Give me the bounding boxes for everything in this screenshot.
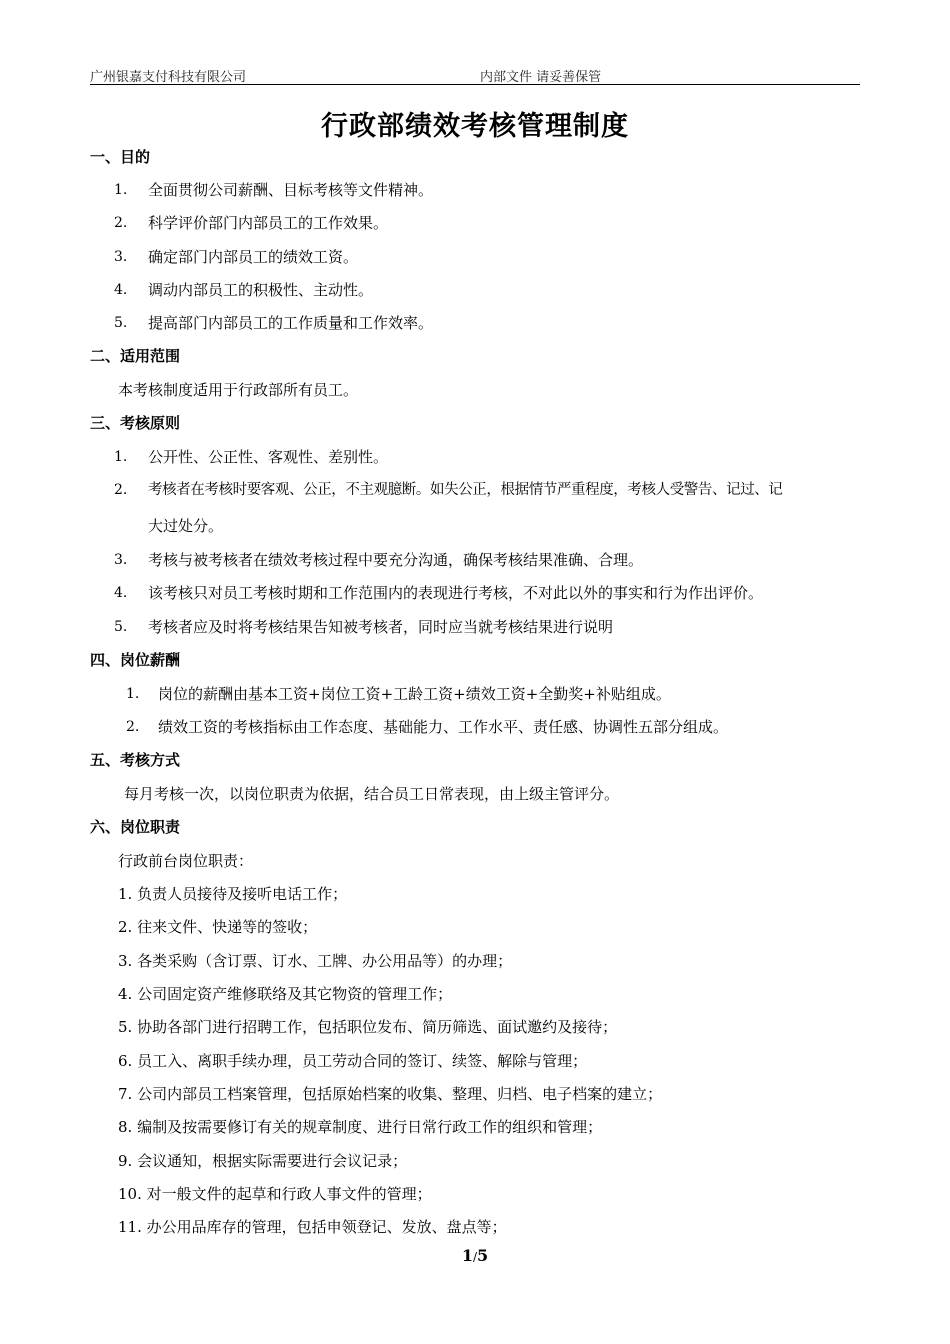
list-item: 确定部门内部员工的绩效工资。 bbox=[148, 248, 359, 266]
section-heading: 六、岗位职责 bbox=[90, 818, 181, 836]
list-item: 11. 办公用品库存的管理，包括申领登记、发放、盘点等； bbox=[118, 1218, 507, 1236]
list-item: 9. 会议通知，根据实际需要进行会议记录； bbox=[118, 1152, 408, 1170]
item-number: 1. bbox=[114, 182, 128, 198]
list-item: 考核者在考核时要客观、公正，不主观臆断。如失公正，根据情节严重程度，考核人受警告、记过、记 bbox=[148, 482, 783, 498]
list-item: 10. 对一般文件的起草和行政人事文件的管理； bbox=[118, 1185, 432, 1203]
section-heading: 四、岗位薪酬 bbox=[90, 651, 181, 669]
item-number: 3. bbox=[114, 249, 128, 265]
list-item: 考核与被考核者在绩效考核过程中要充分沟通，确保考核结果准确、合理。 bbox=[148, 551, 644, 569]
list-item: 2. 往来文件、快递等的签收； bbox=[118, 918, 318, 936]
list-item: 公开性、公正性、客观性、差别性。 bbox=[148, 448, 389, 466]
list-item: 4. 公司固定资产维修联络及其它物资的管理工作； bbox=[118, 985, 453, 1003]
list-item: 提高部门内部员工的工作质量和工作效率。 bbox=[148, 314, 434, 332]
item-number: 4. bbox=[114, 585, 128, 601]
list-item-continuation: 大过处分。 bbox=[148, 517, 224, 535]
section-heading: 二、适用范围 bbox=[90, 347, 181, 365]
list-item: 调动内部员工的积极性、主动性。 bbox=[148, 281, 374, 299]
list-item: 岗位的薪酬由基本工资+岗位工资+工龄工资+绩效工资+全勤奖+补贴组成。 bbox=[158, 685, 671, 703]
item-number: 1. bbox=[114, 449, 128, 465]
paragraph: 本考核制度适用于行政部所有员工。 bbox=[118, 381, 359, 399]
page-number: 1 bbox=[461, 1246, 473, 1265]
page-separator: / bbox=[472, 1250, 478, 1264]
item-number: 2. bbox=[126, 719, 140, 735]
page-footer bbox=[0, 1246, 950, 1265]
document-title: 行政部绩效考核管理制度 bbox=[321, 111, 629, 142]
confidential-note: 内部文件 请妥善保管 bbox=[480, 70, 602, 85]
page-header bbox=[90, 64, 860, 85]
item-number: 5. bbox=[114, 315, 128, 331]
item-number: 3. bbox=[114, 552, 128, 568]
item-number: 1. bbox=[126, 686, 140, 702]
list-item: 该考核只对员工考核时期和工作范围内的表现进行考核，不对此以外的事实和行为作出评价。 bbox=[148, 584, 764, 602]
company-name: 广州银嘉支付科技有限公司 bbox=[90, 70, 247, 85]
list-item: 3. 各类采购（含订票、订水、工牌、办公用品等）的办理； bbox=[118, 952, 513, 970]
list-item: 6. 员工入、离职手续办理，员工劳动合同的签订、续签、解除与管理； bbox=[118, 1052, 588, 1070]
list-item: 8. 编制及按需要修订有关的规章制度、进行日常行政工作的组织和管理； bbox=[118, 1118, 603, 1136]
section-heading: 三、考核原则 bbox=[90, 414, 181, 432]
list-item: 全面贯彻公司薪酬、目标考核等文件精神。 bbox=[148, 181, 434, 199]
list-item: 5. 协助各部门进行招聘工作，包括职位发布、简历筛选、面试邀约及接待； bbox=[118, 1018, 618, 1036]
list-item: 绩效工资的考核指标由工作态度、基础能力、工作水平、责任感、协调性五部分组成。 bbox=[158, 718, 729, 736]
item-number: 2. bbox=[114, 215, 128, 231]
section-heading: 五、考核方式 bbox=[90, 751, 181, 769]
item-number: 4. bbox=[114, 282, 128, 298]
item-number: 5. bbox=[114, 619, 128, 635]
list-item: 1. 负责人员接待及接听电话工作； bbox=[118, 885, 348, 903]
list-item: 科学评价部门内部员工的工作效果。 bbox=[148, 214, 389, 232]
section-heading: 一、目的 bbox=[90, 148, 151, 166]
item-number: 2. bbox=[114, 482, 128, 498]
list-item: 考核者应及时将考核结果告知被考核者，同时应当就考核结果进行说明 bbox=[148, 618, 614, 636]
paragraph: 行政前台岗位职责： bbox=[118, 852, 254, 870]
list-item: 7. 公司内部员工档案管理，包括原始档案的收集、整理、归档、电子档案的建立； bbox=[118, 1085, 663, 1103]
paragraph: 每月考核一次，以岗位职责为依据，结合员工日常表现，由上级主管评分。 bbox=[124, 785, 620, 803]
page-total: 5 bbox=[477, 1246, 489, 1265]
